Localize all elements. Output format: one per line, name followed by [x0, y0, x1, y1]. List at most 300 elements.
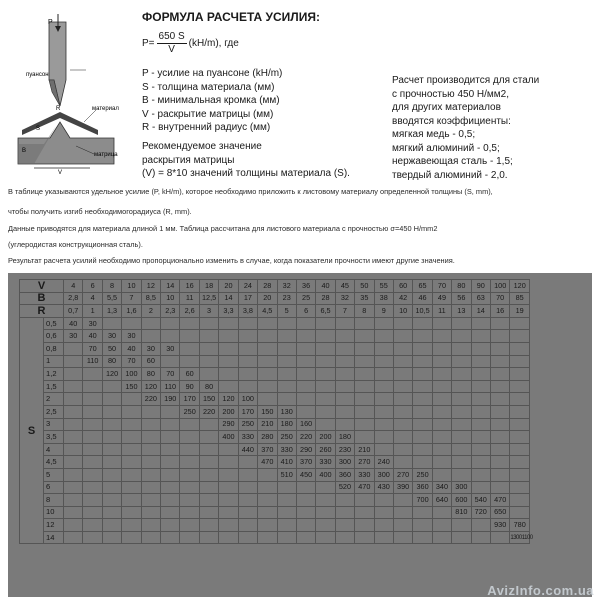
- force-cell: [490, 481, 509, 494]
- force-cell: [64, 368, 83, 381]
- force-cell: [452, 443, 471, 456]
- force-cell: [296, 531, 315, 544]
- recommend-line: раскрытия матрицы: [142, 154, 235, 166]
- force-cell: [199, 355, 218, 368]
- force-cell: [64, 468, 83, 481]
- force-cell: 260: [316, 443, 335, 456]
- force-cell: [316, 531, 335, 544]
- force-cell: [510, 418, 530, 431]
- v-header-cell: 60: [393, 280, 412, 293]
- force-cell: [355, 431, 374, 444]
- force-cell: 220: [141, 393, 160, 406]
- force-cell: [180, 418, 199, 431]
- force-cell: [393, 431, 412, 444]
- force-cell: [141, 468, 160, 481]
- force-cell: 120: [102, 368, 121, 381]
- coef-line: мягкая медь - 0,5;: [392, 129, 476, 140]
- formula-numerator: 650 S: [158, 31, 185, 42]
- force-cell: [219, 368, 238, 381]
- force-cell: [277, 330, 296, 343]
- force-cell: 600: [452, 494, 471, 507]
- v-header-cell: 50: [355, 280, 374, 293]
- force-cell: [432, 317, 451, 330]
- force-cell: [490, 380, 509, 393]
- force-cell: 110: [83, 355, 102, 368]
- s-axis-label: S: [20, 317, 44, 544]
- force-cell: [316, 481, 335, 494]
- definition-item: S - толщина материала (мм): [142, 81, 275, 93]
- force-cell: 30: [141, 342, 160, 355]
- force-cell: [393, 494, 412, 507]
- force-cell: [413, 519, 432, 532]
- force-cell: [316, 418, 335, 431]
- table-row: [20, 531, 530, 544]
- force-cell: [452, 380, 471, 393]
- table-row: [20, 468, 530, 481]
- force-cell: [355, 531, 374, 544]
- force-cell: [102, 494, 121, 507]
- force-cell: [413, 405, 432, 418]
- force-cell: [432, 443, 451, 456]
- force-cell: 400: [316, 468, 335, 481]
- force-cell: [64, 418, 83, 431]
- force-cell: [199, 431, 218, 444]
- force-cell: [490, 405, 509, 418]
- r-header-cell: 1: [83, 305, 102, 318]
- force-cell: [316, 519, 335, 532]
- r-header-cell: 3,8: [238, 305, 257, 318]
- force-cell: [122, 456, 141, 469]
- force-cell: [258, 393, 277, 406]
- force-cell: [393, 317, 412, 330]
- force-cell: 250: [238, 418, 257, 431]
- force-cell: [413, 443, 432, 456]
- force-cell: [393, 443, 412, 456]
- watermark-text: AvizInfo.com.ua: [487, 583, 594, 598]
- table-row: [20, 506, 530, 519]
- force-cell: [219, 330, 238, 343]
- thickness-cell: 1,2: [44, 368, 64, 381]
- force-cell: [219, 494, 238, 507]
- force-cell: [277, 317, 296, 330]
- force-cell: [238, 506, 257, 519]
- r-header-cell: 6: [296, 305, 315, 318]
- table-row: [20, 519, 530, 532]
- force-cell: 340: [432, 481, 451, 494]
- force-cell: [122, 405, 141, 418]
- force-cell: [258, 380, 277, 393]
- force-cell: [471, 380, 490, 393]
- force-cell: [510, 494, 530, 507]
- thickness-cell: 3: [44, 418, 64, 431]
- force-cell: [296, 368, 315, 381]
- coef-line: вводятся коэффициенты:: [392, 115, 511, 127]
- force-cell: [102, 393, 121, 406]
- force-cell: [161, 506, 180, 519]
- r-header-row: [20, 305, 530, 318]
- force-cell: [161, 355, 180, 368]
- force-cell: 700: [413, 494, 432, 507]
- force-cell: [102, 481, 121, 494]
- force-cell: [102, 456, 121, 469]
- force-cell: [510, 368, 530, 381]
- label-die: матрица: [94, 152, 118, 158]
- force-cell: [471, 519, 490, 532]
- force-cell: [83, 456, 102, 469]
- force-cell: [432, 531, 451, 544]
- force-cell: [180, 506, 199, 519]
- bending-diagram: [14, 14, 126, 174]
- force-cell: [180, 481, 199, 494]
- force-cell: [64, 519, 83, 532]
- force-cell: [161, 418, 180, 431]
- recommend-line: (V) = 8*10 значений толщины материала (S).: [142, 168, 350, 179]
- force-cell: 70: [83, 342, 102, 355]
- force-cell: [316, 506, 335, 519]
- v-header-cell: 24: [238, 280, 257, 293]
- force-cell: [374, 393, 393, 406]
- thickness-cell: 4,5: [44, 456, 64, 469]
- b-header-label: B: [20, 292, 64, 305]
- force-cell: 410: [277, 456, 296, 469]
- force-cell: [296, 342, 315, 355]
- force-cell: [393, 330, 412, 343]
- definition-item: B - минимальная кромка (мм): [142, 95, 280, 106]
- force-cell: [393, 405, 412, 418]
- force-cell: [296, 494, 315, 507]
- force-cell: [432, 519, 451, 532]
- force-cell: 930: [490, 519, 509, 532]
- b-header-cell: 11: [180, 292, 199, 305]
- force-cell: [393, 342, 412, 355]
- force-cell: [452, 468, 471, 481]
- force-cell: [452, 342, 471, 355]
- force-cell: [296, 317, 315, 330]
- r-header-cell: 10,5: [413, 305, 432, 318]
- r-header-cell: 2,3: [161, 305, 180, 318]
- force-cell: [413, 342, 432, 355]
- v-header-cell: 8: [102, 280, 121, 293]
- force-cell: [432, 418, 451, 431]
- force-cell: [64, 481, 83, 494]
- force-cell: [141, 506, 160, 519]
- force-cell: [355, 393, 374, 406]
- force-cell: [296, 481, 315, 494]
- force-cell: [238, 317, 257, 330]
- force-cell: [238, 330, 257, 343]
- force-cell: [199, 418, 218, 431]
- page-title: ФОРМУЛА РАСЧЕТА УСИЛИЯ:: [142, 10, 320, 24]
- definition-item: R - внутренний радиус (мм): [142, 122, 271, 133]
- force-cell: [238, 494, 257, 507]
- force-cell: 470: [355, 481, 374, 494]
- r-header-cell: 9: [374, 305, 393, 318]
- thickness-cell: 1,5: [44, 380, 64, 393]
- force-cell: [510, 456, 530, 469]
- force-cell: 30: [161, 342, 180, 355]
- force-cell: 330: [277, 443, 296, 456]
- force-cell: [510, 380, 530, 393]
- thickness-cell: 8: [44, 494, 64, 507]
- b-header-cell: 14: [219, 292, 238, 305]
- v-header-cell: 55: [374, 280, 393, 293]
- force-cell: [374, 506, 393, 519]
- force-cell: 30: [83, 317, 102, 330]
- r-header-cell: 11: [432, 305, 451, 318]
- force-cell: [490, 393, 509, 406]
- force-cell: [238, 380, 257, 393]
- force-cell: 150: [258, 405, 277, 418]
- force-cell: [258, 481, 277, 494]
- force-cell: 200: [316, 431, 335, 444]
- force-cell: [161, 443, 180, 456]
- force-cell: [296, 380, 315, 393]
- force-cell: [374, 368, 393, 381]
- force-cell: 250: [180, 405, 199, 418]
- force-cell: [471, 418, 490, 431]
- b-header-cell: 8,5: [141, 292, 160, 305]
- force-cell: 470: [258, 456, 277, 469]
- force-cell: [277, 531, 296, 544]
- force-cell: [393, 519, 412, 532]
- force-cell: [219, 468, 238, 481]
- force-cell: 230: [335, 443, 354, 456]
- b-header-cell: 42: [393, 292, 412, 305]
- force-cell: 13001100: [510, 531, 530, 544]
- description-line: чтобы получить изгиб необходимогорадиуса (R, mm).: [8, 207, 192, 216]
- force-cell: [180, 330, 199, 343]
- force-cell: [471, 393, 490, 406]
- force-cell: [199, 519, 218, 532]
- force-cell: [238, 355, 257, 368]
- force-cell: [374, 330, 393, 343]
- force-cell: 190: [161, 393, 180, 406]
- force-cell: [471, 317, 490, 330]
- description-line: (углеродистая конструкционная сталь).: [8, 240, 143, 249]
- force-cell: [316, 368, 335, 381]
- force-cell: [393, 456, 412, 469]
- force-cell: [219, 317, 238, 330]
- force-cell: 440: [238, 443, 257, 456]
- force-cell: [122, 393, 141, 406]
- force-cell: [432, 355, 451, 368]
- force-cell: [161, 531, 180, 544]
- force-cell: 60: [180, 368, 199, 381]
- v-header-cell: 45: [335, 280, 354, 293]
- force-cell: [83, 431, 102, 444]
- force-cell: [219, 531, 238, 544]
- force-cell: [393, 393, 412, 406]
- force-cell: [393, 506, 412, 519]
- force-cell: [180, 519, 199, 532]
- force-cell: [335, 418, 354, 431]
- recommendation-note: [142, 140, 350, 181]
- force-cell: [238, 342, 257, 355]
- force-cell: [141, 494, 160, 507]
- force-cell: [510, 506, 530, 519]
- force-cell: 650: [490, 506, 509, 519]
- force-cell: [296, 519, 315, 532]
- force-cell: [258, 519, 277, 532]
- force-cell: [141, 317, 160, 330]
- force-cell: [102, 531, 121, 544]
- force-cell: [141, 405, 160, 418]
- force-cell: [122, 317, 141, 330]
- description-line: В таблице указываются удельное усилие (P, kH/m), которое необходимо приложить к листовому материалу определенной толщины (S, mm),: [8, 187, 493, 196]
- force-cell: 300: [335, 456, 354, 469]
- v-header-label: V: [20, 280, 64, 293]
- force-cell: 240: [374, 456, 393, 469]
- force-cell: [83, 393, 102, 406]
- force-cell: [219, 506, 238, 519]
- force-cell: 200: [219, 405, 238, 418]
- force-cell: [471, 468, 490, 481]
- force-cell: [471, 330, 490, 343]
- force-cell: [161, 456, 180, 469]
- v-header-cell: 70: [432, 280, 451, 293]
- force-cell: 150: [122, 380, 141, 393]
- label-punch: пуансон: [26, 72, 49, 78]
- force-cell: 400: [219, 431, 238, 444]
- force-cell: [102, 418, 121, 431]
- force-cell: 250: [277, 431, 296, 444]
- thickness-cell: 1: [44, 355, 64, 368]
- r-header-cell: 2: [141, 305, 160, 318]
- force-cell: [413, 506, 432, 519]
- force-cell: [355, 355, 374, 368]
- table-row: [20, 342, 530, 355]
- force-cell: [102, 380, 121, 393]
- material-coefficients-note: [392, 74, 539, 182]
- force-cell: 330: [238, 431, 257, 444]
- force-cell: 120: [141, 380, 160, 393]
- force-cell: [471, 431, 490, 444]
- b-header-cell: 38: [374, 292, 393, 305]
- formula-rhs: (kH/m), где: [188, 38, 239, 50]
- force-cell: [161, 494, 180, 507]
- force-cell: [335, 317, 354, 330]
- force-cell: [432, 368, 451, 381]
- label-r: R: [56, 106, 61, 112]
- force-cell: 90: [180, 380, 199, 393]
- force-cell: [335, 405, 354, 418]
- force-cell: 300: [374, 468, 393, 481]
- force-cell: [432, 456, 451, 469]
- force-cell: [335, 506, 354, 519]
- force-cell: [219, 443, 238, 456]
- force-cell: [296, 506, 315, 519]
- force-cell: [452, 393, 471, 406]
- force-cell: [490, 456, 509, 469]
- thickness-cell: 2: [44, 393, 64, 406]
- force-cell: [355, 317, 374, 330]
- thickness-cell: 2,5: [44, 405, 64, 418]
- r-header-cell: 10: [393, 305, 412, 318]
- force-cell: 50: [102, 342, 121, 355]
- force-cell: 30: [64, 330, 83, 343]
- force-cell: [490, 317, 509, 330]
- r-header-cell: 1,3: [102, 305, 121, 318]
- force-cell: [64, 456, 83, 469]
- r-header-cell: 14: [471, 305, 490, 318]
- r-header-cell: 5: [277, 305, 296, 318]
- force-cell: [335, 531, 354, 544]
- force-cell: [199, 330, 218, 343]
- force-cell: [471, 355, 490, 368]
- force-cell: [122, 506, 141, 519]
- force-cell: [432, 405, 451, 418]
- force-cell: [355, 368, 374, 381]
- table-row: [20, 431, 530, 444]
- force-cell: [238, 531, 257, 544]
- label-p: P: [48, 19, 53, 26]
- recommend-line: Рекомендуемое значение: [142, 141, 262, 152]
- force-cell: [510, 317, 530, 330]
- force-cell: [180, 494, 199, 507]
- force-cell: [355, 519, 374, 532]
- force-cell: [510, 393, 530, 406]
- v-header-cell: 90: [471, 280, 490, 293]
- formula-lhs: P=: [142, 38, 155, 50]
- force-cell: [64, 531, 83, 544]
- force-cell: [296, 405, 315, 418]
- force-cell: [199, 494, 218, 507]
- label-s: S: [36, 126, 41, 132]
- force-cell: [374, 405, 393, 418]
- force-cell: 290: [219, 418, 238, 431]
- force-cell: [83, 380, 102, 393]
- force-cell: [277, 481, 296, 494]
- thickness-cell: 5: [44, 468, 64, 481]
- force-cell: [199, 443, 218, 456]
- r-header-cell: 6,5: [316, 305, 335, 318]
- table-row: [20, 380, 530, 393]
- force-cell: 290: [296, 443, 315, 456]
- force-cell: [316, 393, 335, 406]
- force-cell: [490, 418, 509, 431]
- force-cell: 450: [296, 468, 315, 481]
- force-cell: [180, 468, 199, 481]
- force-cell: [199, 342, 218, 355]
- force-cell: [355, 405, 374, 418]
- force-cell: [219, 342, 238, 355]
- force-cell: 100: [122, 368, 141, 381]
- v-header-cell: 20: [219, 280, 238, 293]
- v-header-cell: 80: [452, 280, 471, 293]
- table-row: [20, 443, 530, 456]
- b-header-cell: 32: [335, 292, 354, 305]
- description-line: Данные приводятся для материала длиной 1 мм. Таблица рассчитана для листового материала с прочностью σ=450 H/mm2: [8, 224, 438, 233]
- force-cell: [141, 531, 160, 544]
- force-cell: [122, 468, 141, 481]
- r-header-cell: 19: [510, 305, 530, 318]
- force-cell: 330: [316, 456, 335, 469]
- force-cell: [199, 531, 218, 544]
- force-cell: 170: [238, 405, 257, 418]
- force-cell: [161, 468, 180, 481]
- coef-line: для других материалов: [392, 102, 501, 113]
- force-cell: [355, 506, 374, 519]
- r-header-cell: 7: [335, 305, 354, 318]
- force-cell: [102, 443, 121, 456]
- force-cell: [141, 330, 160, 343]
- force-cell: [374, 380, 393, 393]
- force-cell: [490, 368, 509, 381]
- b-header-cell: 10: [161, 292, 180, 305]
- v-header-cell: 28: [258, 280, 277, 293]
- table-row: [20, 481, 530, 494]
- r-header-cell: 4,5: [258, 305, 277, 318]
